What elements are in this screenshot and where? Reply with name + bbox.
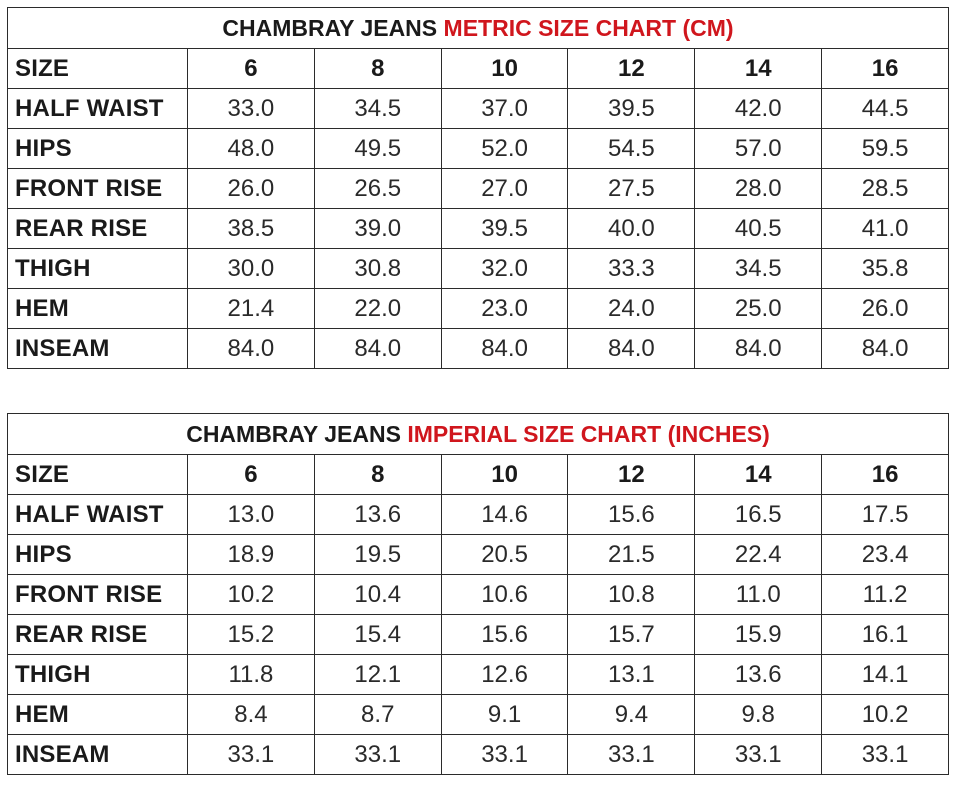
imperial-row-label: HALF WAIST: [8, 495, 188, 535]
metric-title-prefix: CHAMBRAY JEANS: [222, 14, 438, 41]
imperial-value-cell: 18.9: [188, 535, 315, 575]
metric-value-cell: 28.0: [695, 169, 822, 209]
metric-value-cell: 52.0: [441, 129, 568, 169]
imperial-value-cell: 19.5: [314, 535, 441, 575]
imperial-value-cell: 33.1: [188, 735, 315, 775]
metric-value-cell: 26.0: [188, 169, 315, 209]
imperial-value-cell: 9.8: [695, 695, 822, 735]
metric-value-cell: 41.0: [822, 209, 949, 249]
imperial-row-half-waist: [8, 495, 949, 535]
metric-size-header-cell: 14: [695, 49, 822, 89]
metric-value-cell: 24.0: [568, 289, 695, 329]
imperial-value-cell: 10.4: [314, 575, 441, 615]
metric-row-label: HIPS: [8, 129, 188, 169]
metric-value-cell: 39.5: [441, 209, 568, 249]
imperial-value-cell: 23.4: [822, 535, 949, 575]
imperial-value-cell: 16.1: [822, 615, 949, 655]
metric-value-cell: 39.0: [314, 209, 441, 249]
imperial-row-label: FRONT RISE: [8, 575, 188, 615]
imperial-size-header-label: SIZE: [8, 455, 188, 495]
metric-value-cell: 37.0: [441, 89, 568, 129]
imperial-row-front-rise: [8, 575, 949, 615]
imperial-value-cell: 12.1: [314, 655, 441, 695]
metric-value-cell: 84.0: [822, 329, 949, 369]
metric-value-cell: 28.5: [822, 169, 949, 209]
imperial-size-header-cell: 8: [314, 455, 441, 495]
imperial-value-cell: 15.4: [314, 615, 441, 655]
imperial-title-prefix: CHAMBRAY JEANS: [186, 420, 401, 447]
imperial-row-hips: [8, 535, 949, 575]
imperial-value-cell: 10.8: [568, 575, 695, 615]
imperial-size-header-cell: 16: [822, 455, 949, 495]
metric-value-cell: 59.5: [822, 129, 949, 169]
metric-value-cell: 42.0: [695, 89, 822, 129]
metric-value-cell: 25.0: [695, 289, 822, 329]
imperial-value-cell: 9.1: [441, 695, 568, 735]
metric-chart-title: [8, 8, 949, 49]
metric-row-label: FRONT RISE: [8, 169, 188, 209]
metric-value-cell: 39.5: [568, 89, 695, 129]
imperial-value-cell: 12.6: [441, 655, 568, 695]
metric-value-cell: 40.5: [695, 209, 822, 249]
imperial-value-cell: 33.1: [695, 735, 822, 775]
metric-value-cell: 84.0: [695, 329, 822, 369]
metric-value-cell: 27.5: [568, 169, 695, 209]
imperial-row-label: HIPS: [8, 535, 188, 575]
metric-value-cell: 40.0: [568, 209, 695, 249]
imperial-chart-title: [8, 414, 949, 455]
metric-row-label: HALF WAIST: [8, 89, 188, 129]
metric-size-header-row: [8, 49, 949, 89]
imperial-value-cell: 10.2: [188, 575, 315, 615]
metric-value-cell: 84.0: [441, 329, 568, 369]
metric-value-cell: 22.0: [314, 289, 441, 329]
imperial-value-cell: 22.4: [695, 535, 822, 575]
metric-row-label: THIGH: [8, 249, 188, 289]
imperial-title-row: [8, 414, 949, 455]
metric-value-cell: 33.0: [188, 89, 315, 129]
imperial-title-highlight: IMPERIAL SIZE CHART (INCHES): [407, 420, 770, 447]
imperial-value-cell: 15.9: [695, 615, 822, 655]
metric-value-cell: 35.8: [822, 249, 949, 289]
metric-size-header-cell: 12: [568, 49, 695, 89]
metric-title-row: [8, 8, 949, 49]
imperial-value-cell: 8.4: [188, 695, 315, 735]
imperial-value-cell: 11.0: [695, 575, 822, 615]
metric-size-chart-body: [8, 8, 949, 369]
metric-value-cell: 32.0: [441, 249, 568, 289]
imperial-row-label: HEM: [8, 695, 188, 735]
metric-size-chart-table: [7, 7, 949, 369]
metric-row-inseam: [8, 329, 949, 369]
metric-row-label: REAR RISE: [8, 209, 188, 249]
imperial-value-cell: 33.1: [822, 735, 949, 775]
metric-value-cell: 34.5: [314, 89, 441, 129]
metric-row-label: INSEAM: [8, 329, 188, 369]
imperial-value-cell: 9.4: [568, 695, 695, 735]
metric-value-cell: 33.3: [568, 249, 695, 289]
metric-value-cell: 38.5: [188, 209, 315, 249]
metric-value-cell: 84.0: [568, 329, 695, 369]
imperial-row-hem: [8, 695, 949, 735]
metric-size-header-cell: 6: [188, 49, 315, 89]
metric-row-thigh: [8, 249, 949, 289]
imperial-size-chart-table: [7, 413, 949, 775]
imperial-size-header-row: [8, 455, 949, 495]
imperial-value-cell: 20.5: [441, 535, 568, 575]
metric-title-highlight: METRIC SIZE CHART (CM): [443, 14, 734, 41]
metric-value-cell: 34.5: [695, 249, 822, 289]
imperial-value-cell: 13.0: [188, 495, 315, 535]
metric-value-cell: 84.0: [314, 329, 441, 369]
imperial-value-cell: 15.2: [188, 615, 315, 655]
imperial-value-cell: 33.1: [314, 735, 441, 775]
metric-row-hem: [8, 289, 949, 329]
metric-value-cell: 54.5: [568, 129, 695, 169]
metric-row-half-waist: [8, 89, 949, 129]
metric-value-cell: 23.0: [441, 289, 568, 329]
metric-value-cell: 30.8: [314, 249, 441, 289]
imperial-value-cell: 10.2: [822, 695, 949, 735]
metric-size-header-label: SIZE: [8, 49, 188, 89]
imperial-value-cell: 33.1: [441, 735, 568, 775]
metric-size-header-cell: 16: [822, 49, 949, 89]
imperial-size-header-cell: 6: [188, 455, 315, 495]
imperial-value-cell: 15.6: [441, 615, 568, 655]
imperial-value-cell: 8.7: [314, 695, 441, 735]
imperial-value-cell: 11.2: [822, 575, 949, 615]
metric-value-cell: 26.5: [314, 169, 441, 209]
imperial-value-cell: 13.1: [568, 655, 695, 695]
metric-value-cell: 57.0: [695, 129, 822, 169]
imperial-value-cell: 16.5: [695, 495, 822, 535]
imperial-row-label: REAR RISE: [8, 615, 188, 655]
imperial-value-cell: 14.6: [441, 495, 568, 535]
metric-value-cell: 21.4: [188, 289, 315, 329]
metric-value-cell: 48.0: [188, 129, 315, 169]
imperial-value-cell: 13.6: [695, 655, 822, 695]
imperial-row-rear-rise: [8, 615, 949, 655]
imperial-row-label: THIGH: [8, 655, 188, 695]
imperial-row-inseam: [8, 735, 949, 775]
metric-size-header-cell: 8: [314, 49, 441, 89]
metric-row-label: HEM: [8, 289, 188, 329]
imperial-value-cell: 15.6: [568, 495, 695, 535]
metric-value-cell: 30.0: [188, 249, 315, 289]
imperial-row-thigh: [8, 655, 949, 695]
metric-value-cell: 27.0: [441, 169, 568, 209]
imperial-row-label: INSEAM: [8, 735, 188, 775]
imperial-value-cell: 11.8: [188, 655, 315, 695]
metric-value-cell: 49.5: [314, 129, 441, 169]
metric-row-front-rise: [8, 169, 949, 209]
metric-value-cell: 26.0: [822, 289, 949, 329]
metric-value-cell: 44.5: [822, 89, 949, 129]
imperial-size-header-cell: 14: [695, 455, 822, 495]
imperial-size-header-cell: 10: [441, 455, 568, 495]
imperial-value-cell: 10.6: [441, 575, 568, 615]
metric-row-rear-rise: [8, 209, 949, 249]
imperial-value-cell: 21.5: [568, 535, 695, 575]
metric-value-cell: 84.0: [188, 329, 315, 369]
imperial-size-chart-body: [8, 414, 949, 775]
imperial-value-cell: 14.1: [822, 655, 949, 695]
imperial-value-cell: 17.5: [822, 495, 949, 535]
imperial-value-cell: 15.7: [568, 615, 695, 655]
metric-row-hips: [8, 129, 949, 169]
imperial-size-header-cell: 12: [568, 455, 695, 495]
imperial-value-cell: 13.6: [314, 495, 441, 535]
imperial-value-cell: 33.1: [568, 735, 695, 775]
metric-size-header-cell: 10: [441, 49, 568, 89]
